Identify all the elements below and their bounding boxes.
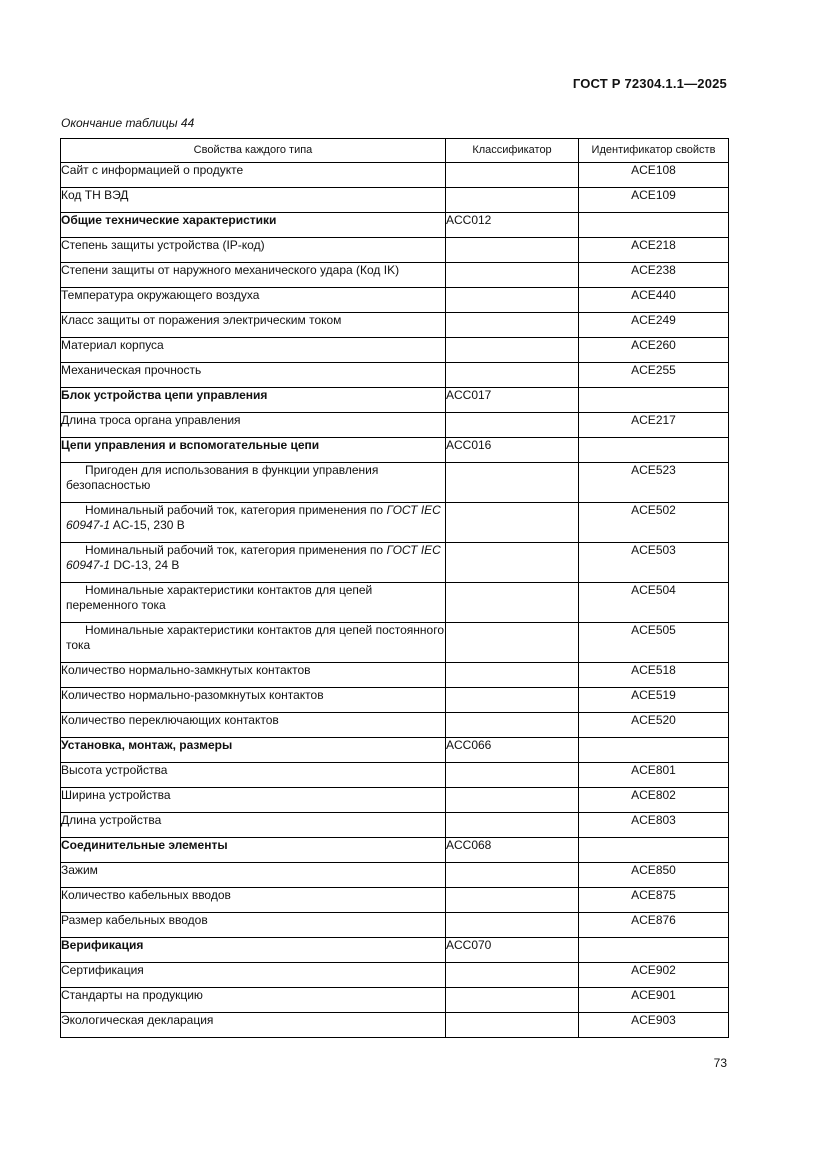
table-row (61, 313, 729, 338)
group-heading: Цепи управления и вспомогательные цепи (61, 438, 446, 463)
classifier-cell: ACC016 (446, 438, 579, 463)
property-identifier-cell (579, 838, 729, 863)
table-group-row (61, 938, 729, 963)
classifier-cell (446, 688, 579, 713)
property-text-suffix: DC-13, 24 В (110, 558, 180, 572)
table-row (61, 688, 729, 713)
property-identifier-cell: ACE902 (579, 963, 729, 988)
property-identifier-cell (579, 438, 729, 463)
header-property-identifier: Идентификатор свойств (579, 139, 729, 163)
property-text: Номинальный рабочий ток, категория применения по (85, 543, 387, 557)
property-identifier-cell: ACE850 (579, 863, 729, 888)
table-row (61, 988, 729, 1013)
classifier-cell (446, 263, 579, 288)
property-name: Ширина устройства (61, 788, 446, 813)
property-name: Высота устройства (61, 763, 446, 788)
property-identifier-cell: ACE803 (579, 813, 729, 838)
properties-table (60, 138, 729, 1038)
property-identifier-cell (579, 388, 729, 413)
property-name: Длина устройства (61, 813, 446, 838)
property-identifier-cell: ACE255 (579, 363, 729, 388)
classifier-cell: ACC066 (446, 738, 579, 763)
property-name: Сайт с информацией о продукте (61, 163, 446, 188)
property-name: Длина троса органа управления (61, 413, 446, 438)
table-row (61, 363, 729, 388)
property-identifier-cell: ACE876 (579, 913, 729, 938)
classifier-cell: ACC017 (446, 388, 579, 413)
property-text: Номинальный рабочий ток, категория применения по (85, 503, 387, 517)
table-group-row (61, 213, 729, 238)
table-group-row (61, 388, 729, 413)
table-row (61, 788, 729, 813)
property-name: Класс защиты от поражения электрическим током (61, 313, 446, 338)
property-name: Сертификация (61, 963, 446, 988)
table-row (61, 288, 729, 313)
property-identifier-cell (579, 213, 729, 238)
table-row (61, 1013, 729, 1038)
table-row (61, 813, 729, 838)
table-group-row (61, 438, 729, 463)
standard-reference: ГОСТ IEC 60947-1 (66, 543, 441, 572)
property-name (61, 503, 446, 543)
table-body (61, 163, 729, 1038)
table-row (61, 463, 729, 503)
property-identifier-cell (579, 738, 729, 763)
table-row (61, 863, 729, 888)
classifier-cell: ACC012 (446, 213, 579, 238)
property-identifier-cell: ACE505 (579, 623, 729, 663)
table-row (61, 963, 729, 988)
table-row (61, 888, 729, 913)
group-heading: Блок устройства цепи управления (61, 388, 446, 413)
property-text-suffix: AC-15, 230 В (110, 518, 185, 532)
property-name: Номинальные характеристики контактов для цепей постоянного тока (61, 623, 446, 663)
table-row (61, 263, 729, 288)
document-standard-number: ГОСТ Р 72304.1.1—2025 (572, 76, 727, 91)
classifier-cell (446, 763, 579, 788)
property-identifier-cell: ACE523 (579, 463, 729, 503)
property-identifier-cell (579, 938, 729, 963)
property-name: Количество кабельных вводов (61, 888, 446, 913)
header-classifier: Классификатор (446, 139, 579, 163)
table-row (61, 583, 729, 623)
property-identifier-cell: ACE503 (579, 543, 729, 583)
property-name: Пригоден для использования в функции управления безопасностью (61, 463, 446, 503)
property-identifier-cell: ACE440 (579, 288, 729, 313)
classifier-cell (446, 363, 579, 388)
property-identifier-cell: ACE520 (579, 713, 729, 738)
table-row (61, 543, 729, 583)
table-caption: Окончание таблицы 44 (61, 116, 195, 130)
table-row (61, 413, 729, 438)
classifier-cell (446, 238, 579, 263)
property-name: Зажим (61, 863, 446, 888)
property-identifier-cell: ACE108 (579, 163, 729, 188)
property-identifier-cell: ACE875 (579, 888, 729, 913)
table-group-row (61, 738, 729, 763)
classifier-cell (446, 413, 579, 438)
property-name: Механическая прочность (61, 363, 446, 388)
classifier-cell (446, 663, 579, 688)
table-row (61, 503, 729, 543)
table-row (61, 188, 729, 213)
property-name: Температура окружающего воздуха (61, 288, 446, 313)
property-name: Материал корпуса (61, 338, 446, 363)
classifier-cell (446, 963, 579, 988)
group-heading: Установка, монтаж, размеры (61, 738, 446, 763)
page-number: 73 (713, 1056, 727, 1070)
property-identifier-cell: ACE218 (579, 238, 729, 263)
classifier-cell (446, 988, 579, 1013)
classifier-cell (446, 463, 579, 503)
table-row (61, 763, 729, 788)
property-identifier-cell: ACE901 (579, 988, 729, 1013)
property-name: Количество нормально-разомкнутых контактов (61, 688, 446, 713)
classifier-cell (446, 288, 579, 313)
classifier-cell (446, 338, 579, 363)
property-identifier-cell: ACE260 (579, 338, 729, 363)
property-identifier-cell: ACE519 (579, 688, 729, 713)
property-name: Степени защиты от наружного механического удара (Код IK) (61, 263, 446, 288)
property-name: Количество нормально-замкнутых контактов (61, 663, 446, 688)
classifier-cell (446, 503, 579, 543)
property-identifier-cell: ACE109 (579, 188, 729, 213)
group-heading: Общие технические характеристики (61, 213, 446, 238)
property-identifier-cell: ACE903 (579, 1013, 729, 1038)
property-name: Количество переключающих контактов (61, 713, 446, 738)
property-name: Степень защиты устройства (IP-код) (61, 238, 446, 263)
classifier-cell (446, 863, 579, 888)
table-row (61, 623, 729, 663)
property-identifier-cell: ACE249 (579, 313, 729, 338)
property-name (61, 543, 446, 583)
classifier-cell (446, 163, 579, 188)
classifier-cell (446, 188, 579, 213)
group-heading: Верификация (61, 938, 446, 963)
table-group-row (61, 838, 729, 863)
property-identifier-cell: ACE801 (579, 763, 729, 788)
classifier-cell (446, 813, 579, 838)
table-row (61, 913, 729, 938)
property-identifier-cell: ACE518 (579, 663, 729, 688)
classifier-cell (446, 788, 579, 813)
table-row (61, 238, 729, 263)
table-row (61, 713, 729, 738)
property-name: Стандарты на продукцию (61, 988, 446, 1013)
property-identifier-cell: ACE802 (579, 788, 729, 813)
property-identifier-cell: ACE217 (579, 413, 729, 438)
table-row (61, 163, 729, 188)
standard-reference: ГОСТ IEC 60947-1 (66, 503, 441, 532)
property-name: Экологическая декларация (61, 1013, 446, 1038)
table-row (61, 663, 729, 688)
classifier-cell (446, 623, 579, 663)
header-properties: Свойства каждого типа (61, 139, 446, 163)
classifier-cell (446, 313, 579, 338)
group-heading: Соединительные элементы (61, 838, 446, 863)
property-identifier-cell: ACE238 (579, 263, 729, 288)
classifier-cell (446, 543, 579, 583)
property-name: Номинальные характеристики контактов для цепей переменного тока (61, 583, 446, 623)
classifier-cell: ACC070 (446, 938, 579, 963)
table-row (61, 338, 729, 363)
classifier-cell: ACC068 (446, 838, 579, 863)
classifier-cell (446, 583, 579, 623)
classifier-cell (446, 713, 579, 738)
classifier-cell (446, 888, 579, 913)
table-header-row (61, 139, 729, 163)
property-name: Размер кабельных вводов (61, 913, 446, 938)
classifier-cell (446, 1013, 579, 1038)
property-identifier-cell: ACE502 (579, 503, 729, 543)
classifier-cell (446, 913, 579, 938)
property-identifier-cell: ACE504 (579, 583, 729, 623)
property-name: Код ТН ВЭД (61, 188, 446, 213)
